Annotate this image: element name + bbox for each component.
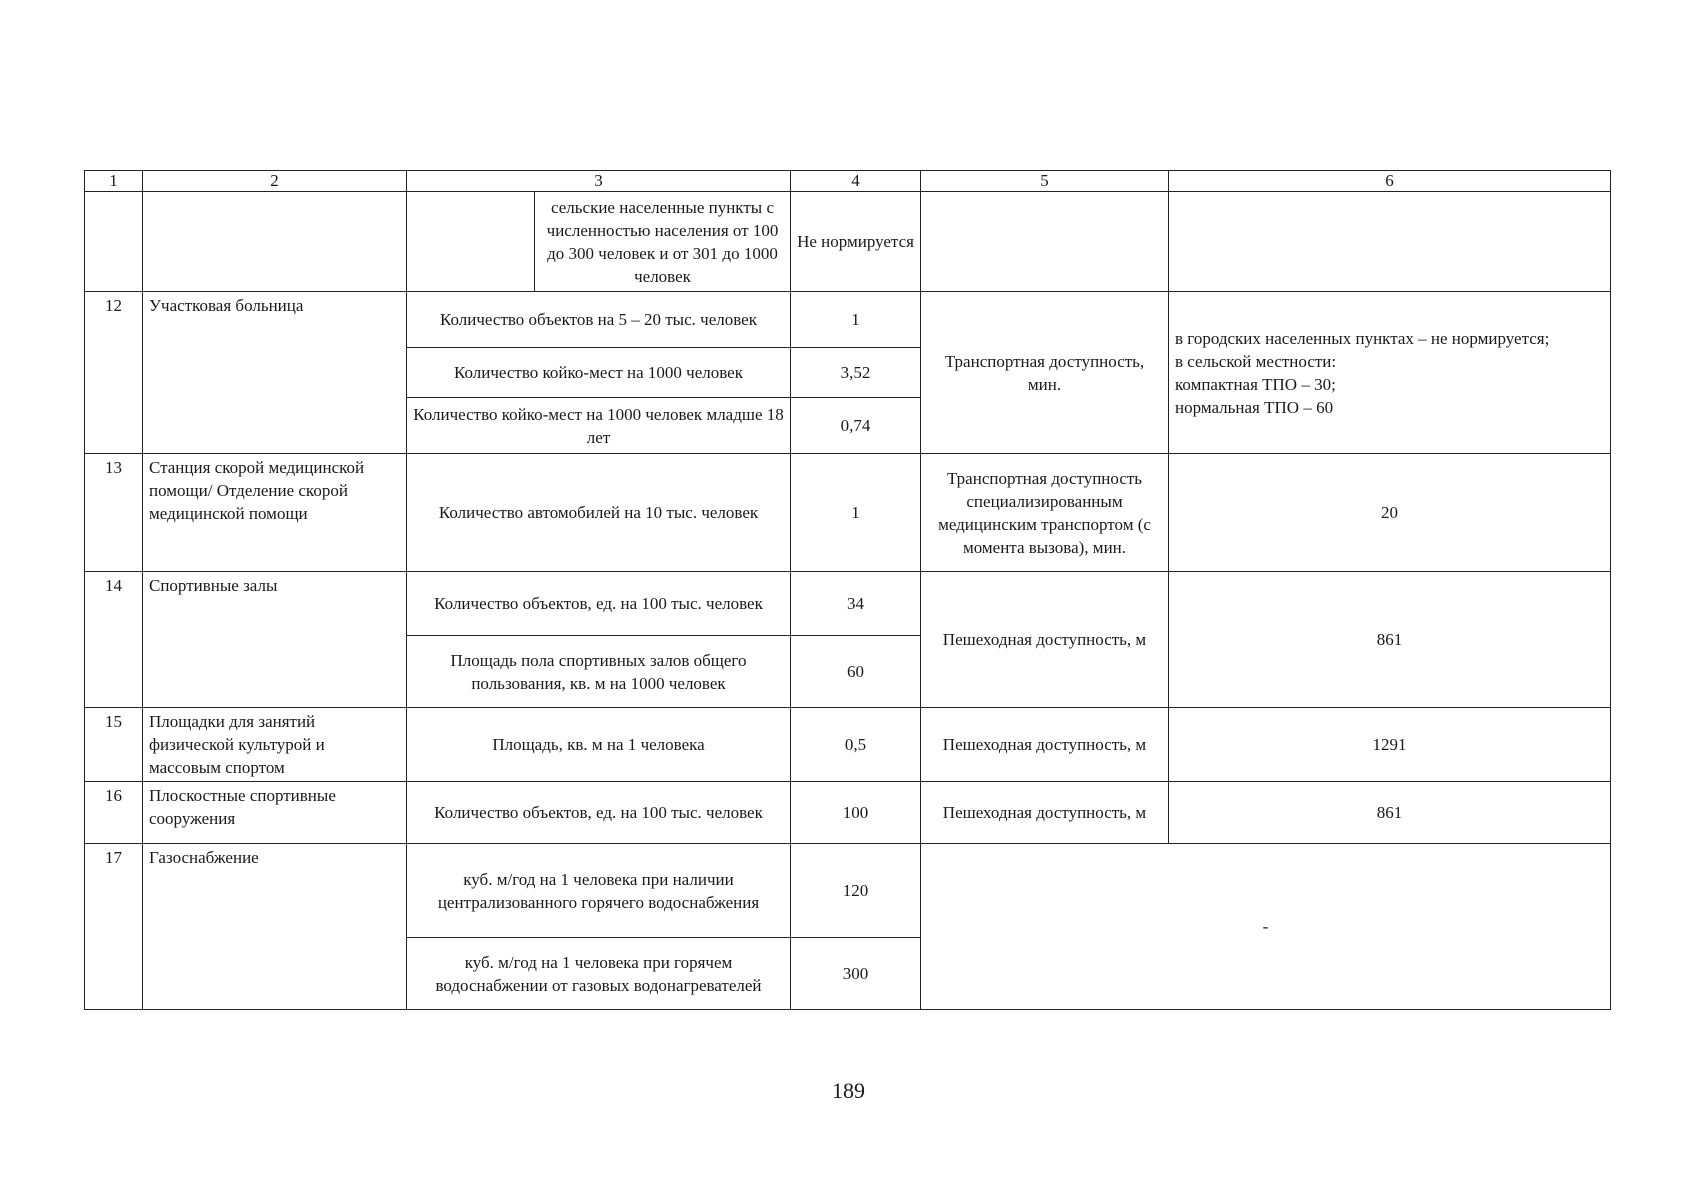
indicator-cell: Количество койко-мест на 1000 человек младше 18 лет xyxy=(407,398,791,454)
header-row xyxy=(85,171,1611,192)
table-row-14 xyxy=(85,572,1611,636)
row-number: 12 xyxy=(85,292,143,454)
table-row-12 xyxy=(85,292,1611,348)
indicator-cell: Количество объектов, ед. на 100 тыс. человек xyxy=(407,572,791,636)
row-number: 17 xyxy=(85,844,143,1010)
value-cell: 100 xyxy=(791,782,921,844)
header-col-6: 6 xyxy=(1169,171,1611,192)
table-row-16 xyxy=(85,782,1611,844)
indicator-cell: сельские населенные пункты с численностью населения от 100 до 300 человек и от 301 до 1000 человек xyxy=(535,192,791,292)
object-name: Спортивные залы xyxy=(143,572,407,708)
object-name: Участковая больница xyxy=(143,292,407,454)
header-col-1: 1 xyxy=(85,171,143,192)
row-number: 16 xyxy=(85,782,143,844)
accessibility-value: - xyxy=(921,844,1611,1010)
norms-table xyxy=(84,170,1611,1010)
accessibility-type: Пешеходная доступность, м xyxy=(921,572,1169,708)
accessibility-value: в городских населенных пунктах – не нормируется; в сельской местности: компактная ТПО – 30; нормальная ТПО – 60 xyxy=(1169,292,1611,454)
accessibility-value: 20 xyxy=(1169,454,1611,572)
value-cell: 1 xyxy=(791,292,921,348)
header-col-2: 2 xyxy=(143,171,407,192)
indicator-cell: куб. м/год на 1 человека при наличии централизованного горячего водоснабжения xyxy=(407,844,791,938)
accessibility-value: 1291 xyxy=(1169,708,1611,782)
table-row-17 xyxy=(85,844,1611,938)
row-number: 14 xyxy=(85,572,143,708)
page-number: 189 xyxy=(832,1078,865,1103)
value-cell: Не нормируется xyxy=(791,192,921,292)
value-cell: 3,52 xyxy=(791,348,921,398)
indicator-cell: Количество автомобилей на 10 тыс. человек xyxy=(407,454,791,572)
table-row-continuation xyxy=(85,192,1611,292)
indicator-cell: Количество койко-мест на 1000 человек xyxy=(407,348,791,398)
value-cell: 60 xyxy=(791,636,921,708)
indicator-cell: Площадь пола спортивных залов общего пользования, кв. м на 1000 человек xyxy=(407,636,791,708)
value-cell: 34 xyxy=(791,572,921,636)
accessibility-type: Пешеходная доступность, м xyxy=(921,782,1169,844)
row-number: 15 xyxy=(85,708,143,782)
indicator-cell: Количество объектов, ед. на 100 тыс. человек xyxy=(407,782,791,844)
accessibility-type: Транспортная доступность, мин. xyxy=(921,292,1169,454)
row-number: 13 xyxy=(85,454,143,572)
value-cell: 1 xyxy=(791,454,921,572)
header-col-5: 5 xyxy=(921,171,1169,192)
indicator-cell: куб. м/год на 1 человека при горячем водоснабжении от газовых водонагревателей xyxy=(407,938,791,1010)
value-cell: 0,74 xyxy=(791,398,921,454)
header-col-4: 4 xyxy=(791,171,921,192)
accessibility-value: 861 xyxy=(1169,782,1611,844)
value-cell: 300 xyxy=(791,938,921,1010)
accessibility-type: Транспортная доступность специализированным медицинским транспортом (с момента вызова), мин. xyxy=(921,454,1169,572)
accessibility-type: Пешеходная доступность, м xyxy=(921,708,1169,782)
header-col-3: 3 xyxy=(407,171,791,192)
object-name: Газоснабжение xyxy=(143,844,407,1010)
indicator-cell: Площадь, кв. м на 1 человека xyxy=(407,708,791,782)
indicator-cell: Количество объектов на 5 – 20 тыс. человек xyxy=(407,292,791,348)
object-name: Плоскостные спортивные сооружения xyxy=(143,782,407,844)
object-name: Площадки для занятий физической культурой и массовым спортом xyxy=(143,708,407,782)
table-row-15 xyxy=(85,708,1611,782)
value-cell: 0,5 xyxy=(791,708,921,782)
accessibility-value: 861 xyxy=(1169,572,1611,708)
table-row-13 xyxy=(85,454,1611,572)
value-cell: 120 xyxy=(791,844,921,938)
object-name: Станция скорой медицинской помощи/ Отделение скорой медицинской помощи xyxy=(143,454,407,572)
